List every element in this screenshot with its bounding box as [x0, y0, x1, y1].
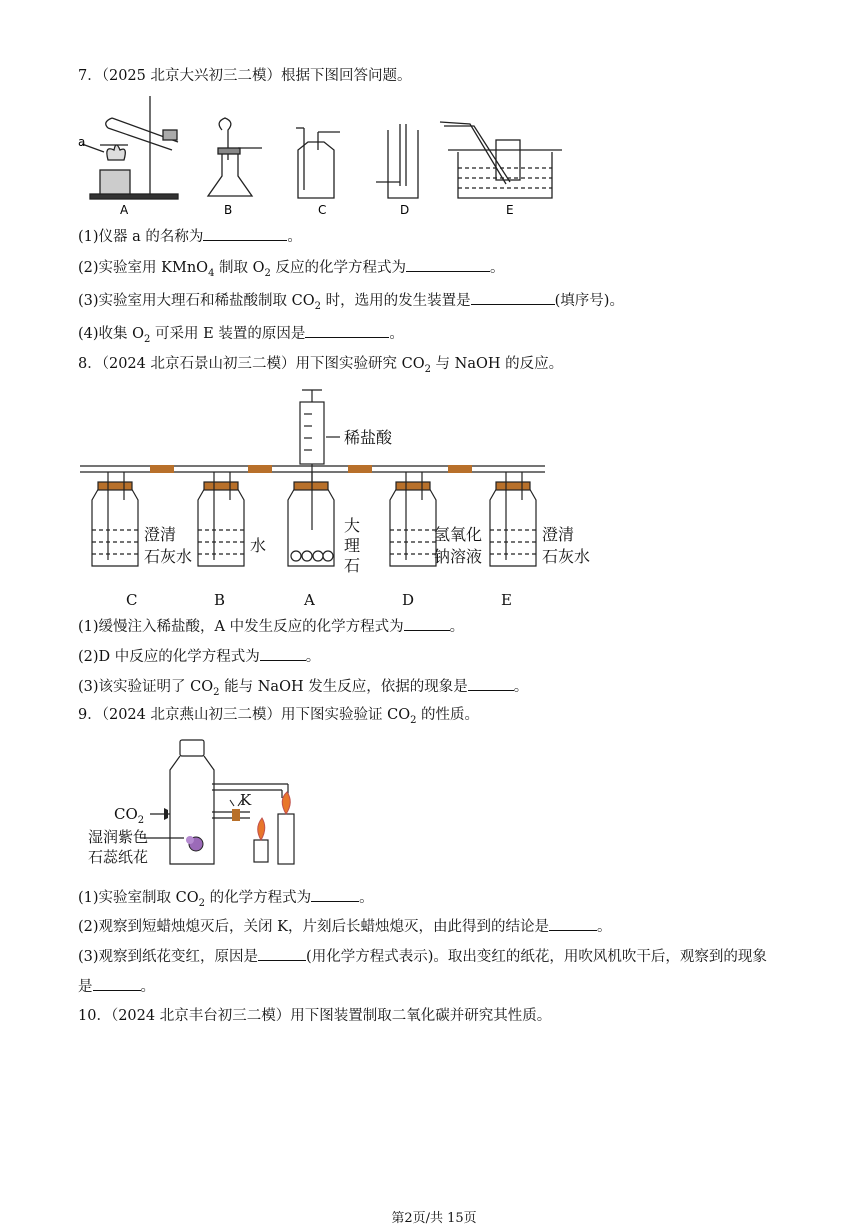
co2-label: $CO_2$	[114, 805, 145, 826]
q10-title: 10．（2024 北京丰台初三二模）用下图装置制取二氧化碳并研究其性质。	[78, 1008, 552, 1024]
q7-title: 7．（2025 北京大兴初三二模）根据下图回答问题。	[78, 68, 412, 84]
q8-part1: (1)缓慢注入稀盐酸，A 中发生反应的化学方程式为 。	[78, 616, 464, 637]
e-label-1: 澄清	[542, 525, 575, 544]
q9-part1: (1)实验室制取 $CO_2$ 的化学方程式为 。	[78, 887, 374, 914]
label-a: a	[78, 135, 86, 149]
q9-title: 9．（2024 北京燕山初三二模）用下图实验验证 $CO_2$ 的性质。	[78, 707, 480, 726]
letter-D: D	[402, 591, 415, 609]
a-label-1: 大	[344, 516, 361, 535]
k-label: K	[240, 791, 252, 809]
acid-label: 稀盐酸	[344, 428, 393, 447]
flower-label-1: 湿润紫色	[88, 828, 149, 846]
q8-part3: (3)该实验证明了 $CO_2$ 能与 NaOH 发生反应，依据的现象是 。	[78, 676, 528, 703]
q7-part3: (3)实验室用大理石和稀盐酸制取 $CO_2$ 时，选用的发生装置是 (填序号)。	[78, 290, 624, 317]
letter-E: E	[501, 591, 512, 609]
d-label-1: 氢氧化	[434, 525, 483, 544]
a-label-3: 石	[344, 556, 361, 575]
fig-label-E: E	[506, 203, 514, 217]
fig-label-C: C	[318, 203, 327, 217]
q7-part4: (4)收集 $O_2$ 可采用 E 装置的原因是 。	[78, 323, 404, 350]
q9-part3-cont: 是 。	[78, 976, 155, 997]
letter-A: A	[304, 591, 315, 609]
page-footer: 第2页/共 15页	[391, 1211, 477, 1226]
c-label-1: 澄清	[144, 525, 177, 544]
q8-title: 8．（2024 北京石景山初三二模）用下图实验研究 $CO_2$ 与 NaOH 的反应。	[78, 356, 564, 375]
q8-part2: (2)D 中反应的化学方程式为 。	[78, 646, 320, 667]
letter-C: C	[126, 591, 138, 609]
q7-part2: (2)实验室用 KMnO$_4$ 制取 $O_2$ 反应的化学方程式为 。	[78, 257, 505, 284]
b-label: 水	[250, 536, 267, 555]
fig-label-A: A	[120, 203, 129, 217]
q9-part3: (3)观察到纸花变红，原因是 (用化学方程式表示)。取出变红的纸花，用吹风机吹干后，观察到的现象	[78, 946, 767, 967]
q7-part1: (1)仪器 a 的名称为 。	[78, 226, 302, 247]
e-label-2: 石灰水	[542, 547, 591, 566]
flower-label-2: 石蕊纸花	[88, 848, 149, 866]
c-label-2: 石灰水	[144, 547, 193, 566]
a-label-2: 理	[344, 536, 361, 555]
d-label-2: 钠溶液	[434, 547, 483, 566]
q9-part2: (2)观察到短蜡烛熄灭后，关闭 K，片刻后长蜡烛熄灭，由此得到的结论是 。	[78, 916, 611, 937]
fig-label-B: B	[224, 203, 233, 217]
letter-B: B	[214, 591, 226, 609]
fig-label-D: D	[400, 203, 410, 217]
